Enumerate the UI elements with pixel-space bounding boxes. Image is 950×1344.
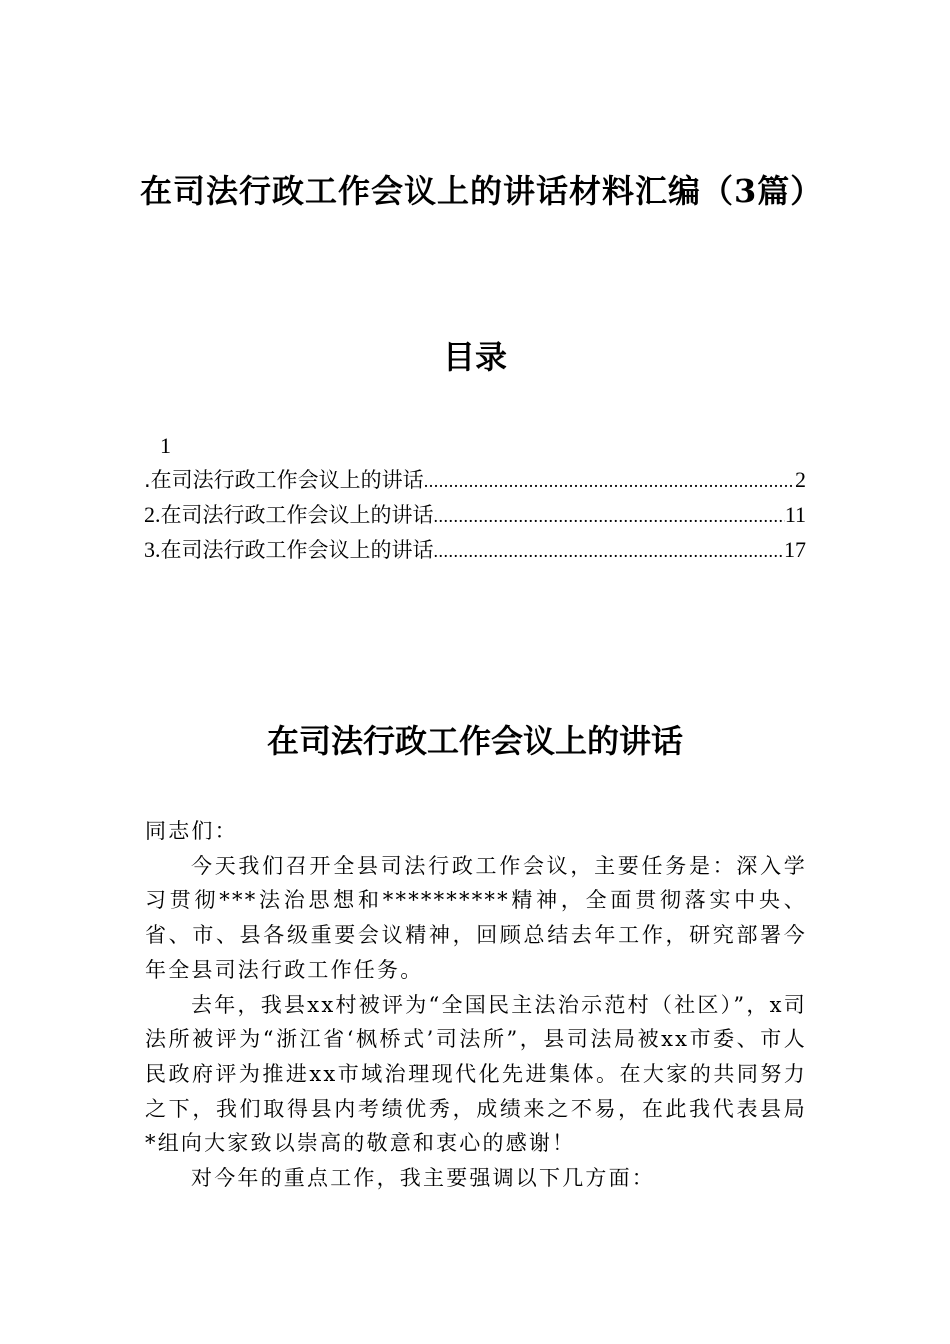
toc-entry-2-number: 2. bbox=[144, 502, 161, 527]
paragraph-3: 对今年的重点工作，我主要强调以下几方面： bbox=[191, 1166, 655, 1191]
salutation: 同志们： bbox=[145, 819, 238, 843]
toc-entry-3-title: 在司法行政工作会议上的讲话 bbox=[160, 538, 434, 562]
section-title: 在司法行政工作会议上的讲话 bbox=[266, 722, 683, 760]
paragraph-2: 去年，我县xx村被评为“全国民主法治示范村（社区）”，x司法所被评为“浙江省‘枫桥式’司法所”，县司法局被xx市委、市人民政府评为推进xx市域治理现代化先进集体。在大家的共同努力之下，我们取得县内考绩优秀，成绩来之不易，在此我代表县局*组向大家致以崇高的敬意和衷心的感谢！ bbox=[145, 992, 807, 1156]
toc-leader-dots bbox=[434, 499, 785, 534]
toc-entry-1-title: .在司法行政工作会议上的讲话 bbox=[144, 468, 424, 492]
toc-entry-1-page: 2 bbox=[795, 467, 806, 492]
toc-entry-3[interactable] bbox=[144, 532, 806, 567]
paragraph-1: 今天我们召开全县司法行政工作会议，主要任务是：深入学习贯彻***法治思想和**********精神，全面贯彻落实中央、省、市、县各级重要会议精神，回顾总结去年工作，研究部署今年全县司法行政工作任务。 bbox=[145, 853, 807, 982]
toc-entry-1-number: 1 bbox=[160, 433, 171, 458]
table-of-contents bbox=[144, 430, 806, 567]
speech-body bbox=[145, 814, 807, 1196]
toc-entry-2-page: 11 bbox=[784, 502, 806, 527]
toc-entry-3-page: 17 bbox=[784, 537, 806, 562]
document-title: 在司法行政工作会议上的讲话材料汇编（3篇） bbox=[140, 172, 824, 210]
toc-leader-dots bbox=[424, 464, 795, 499]
toc-leader-dots bbox=[434, 534, 785, 569]
toc-entry-3-number: 3. bbox=[144, 537, 161, 562]
toc-entry-1[interactable] bbox=[144, 462, 806, 497]
toc-entry-2-title: 在司法行政工作会议上的讲话 bbox=[160, 503, 434, 527]
toc-heading: 目录 bbox=[442, 338, 507, 376]
toc-entry-2[interactable] bbox=[144, 497, 806, 532]
